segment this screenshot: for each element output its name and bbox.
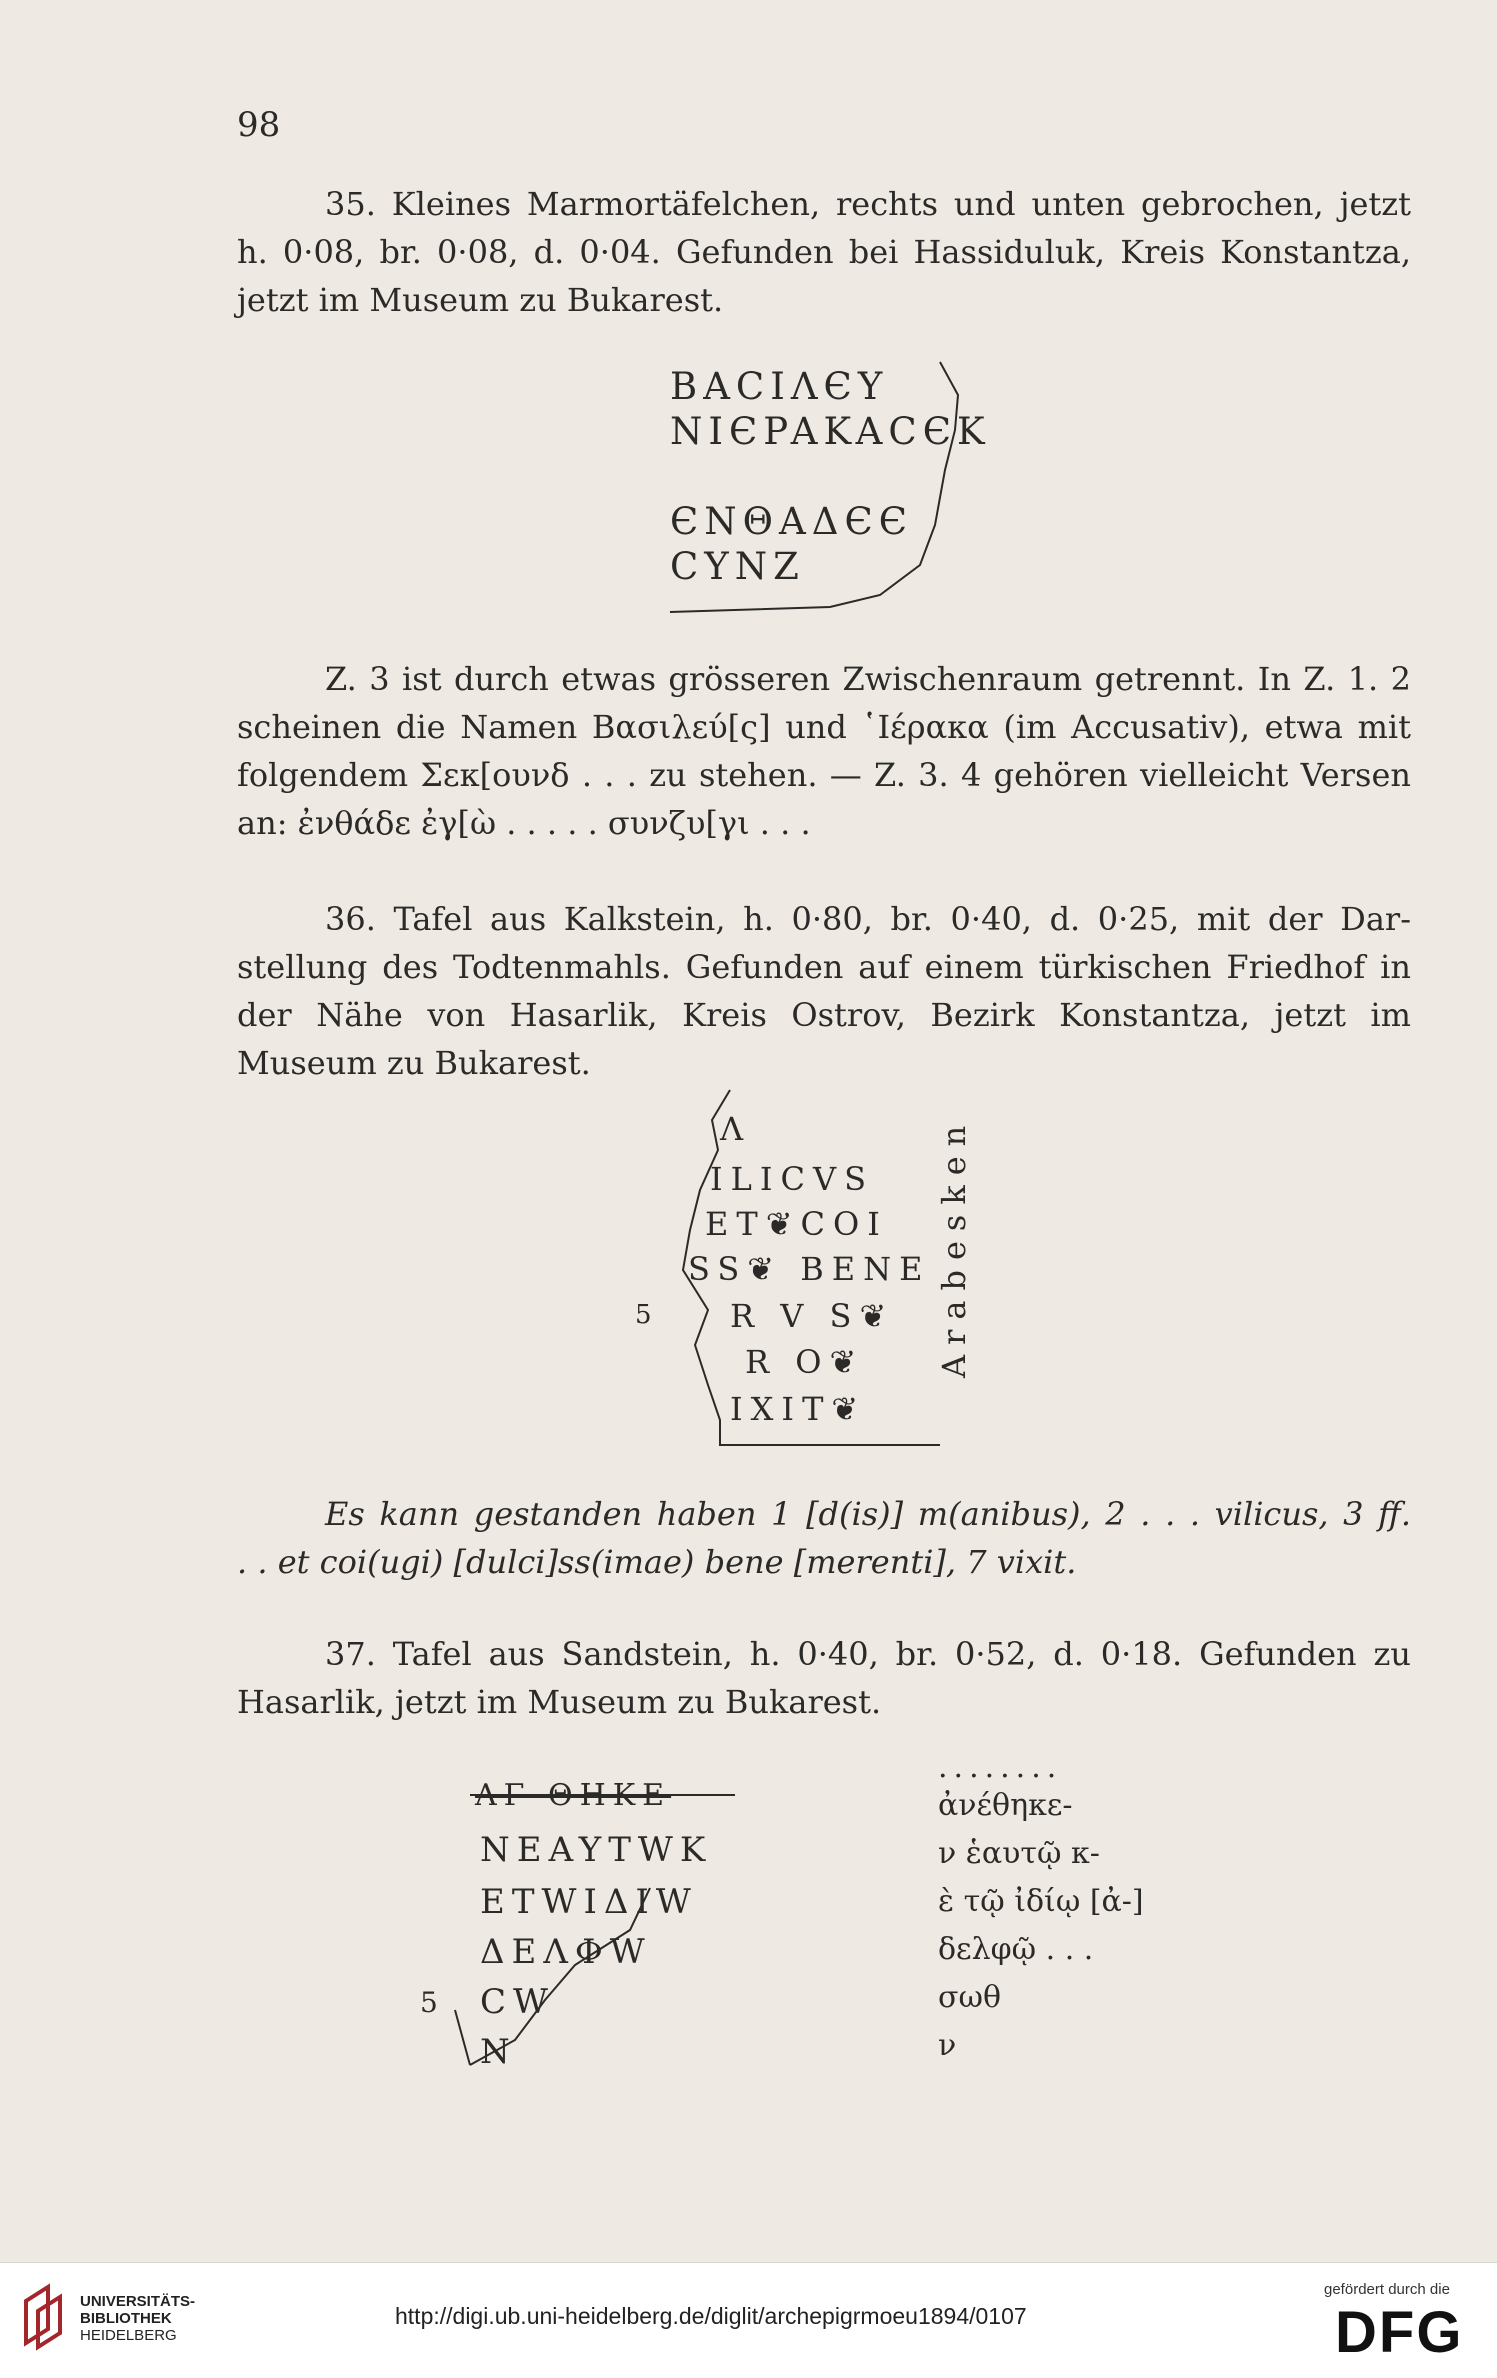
inscription-line: R O❦ xyxy=(745,1343,865,1381)
fracture-line-37 xyxy=(470,1888,650,2065)
inscription-line: Λ xyxy=(720,1110,752,1148)
transcription-line: ν xyxy=(938,2028,957,2063)
inscription-line: CYNZ xyxy=(670,545,805,588)
text-line: Es kann gestanden haben 1 [d(is)] m(anibus), 2 . . . vilicus, 3 ff. xyxy=(325,1495,1411,1533)
library-name: UNIVERSITÄTS- BIBLIOTHEK HEIDELBERG xyxy=(80,2293,196,2344)
inscription-line: IXIT❦ xyxy=(730,1390,867,1428)
inscription-line: ET❦COI xyxy=(705,1205,888,1243)
text-line: 35. Kleines Marmortäfelchen, rechts und unten gebrochen, jetzt xyxy=(325,185,1411,223)
funded-by-text: gefördert durch die xyxy=(1324,2281,1450,2298)
inscription-line: R V S❦ xyxy=(730,1297,895,1335)
text-line: h. 0·08, br. 0·08, d. 0·04. Gefunden bei Hassiduluk, Kreis Konstantza, xyxy=(237,233,1411,271)
source-url-link[interactable]: http://digi.ub.uni-heidelberg.de/diglit/archepigrmoeu1894/0107 xyxy=(395,2303,1027,2329)
text-line: 36. Tafel aus Kalkstein, h. 0·80, br. 0·40, d. 0·25, mit der Dar- xyxy=(325,900,1411,938)
text-line: folgendem Σεκ[ουνδ . . . zu stehen. — Z. 3. 4 gehören vielleicht Versen xyxy=(237,756,1411,794)
line-number: 5 xyxy=(635,1300,652,1330)
text-line: Hasarlik, jetzt im Museum zu Bukarest. xyxy=(237,1683,882,1721)
transcription-line: ν ἑαυτῷ κ- xyxy=(938,1836,1100,1871)
text-line: Museum zu Bukarest. xyxy=(237,1044,591,1082)
inscription-line: N xyxy=(480,2032,517,2072)
inscription-line: ЄNΘAΔЄЄ xyxy=(670,500,914,543)
fracture-line-35 xyxy=(670,362,958,612)
fracture-edge-37 xyxy=(455,2010,470,2065)
inscription-line: BACIΛЄY xyxy=(670,365,889,408)
arabesken-label: Arabesken xyxy=(935,1115,973,1378)
line-number: 5 xyxy=(420,1986,438,2019)
text-line: stellung des Todtenmahls. Gefunden auf einem türkischen Friedhof in xyxy=(237,948,1411,986)
transcription-line: δελφῷ . . . xyxy=(938,1932,1094,1967)
text-line: Z. 3 ist durch etwas grösseren Zwischenraum getrennt. In Z. 1. 2 xyxy=(325,660,1411,698)
footer-bar xyxy=(0,2262,1497,2378)
inscription-line: ΔEΛΦW xyxy=(480,1932,652,1972)
library-logo-icon xyxy=(18,2281,68,2351)
inscription-line: NIЄPAKACЄK xyxy=(670,410,991,453)
inscription-line: ETWIΔIW xyxy=(480,1882,698,1922)
inscription-line: ILICVS xyxy=(710,1160,875,1198)
inscription-line: NEAYTWK xyxy=(480,1830,713,1870)
text-line: an: ἐνθάδε ἐγ[ὼ . . . . . συνζυ[γι . . . xyxy=(237,804,811,842)
fracture-line-36 xyxy=(683,1090,940,1445)
inscription-line: ΛΓ ΘΗΚΕ xyxy=(475,1778,672,1813)
transcription-line: σωθ xyxy=(938,1980,1002,2015)
inscription-line: SS❦ BENE xyxy=(688,1250,931,1288)
dfg-logo: DFG xyxy=(1335,2300,1464,2365)
text-line: jetzt im Museum zu Bukarest. xyxy=(237,281,724,319)
text-line: der Nähe von Hasarlik, Kreis Ostrov, Bezirk Konstantza, jetzt im xyxy=(237,996,1411,1034)
text-line: scheinen die Namen Βασιλεύ[ς] und ῾Ιέρακα (im Accusativ), etwa mit xyxy=(237,708,1411,746)
transcription-line: ἀνέθηκε- xyxy=(938,1788,1073,1823)
text-line: 37. Tafel aus Sandstein, h. 0·40, br. 0·52, d. 0·18. Gefunden zu xyxy=(325,1635,1411,1673)
transcription-line: ........ xyxy=(938,1750,1063,1785)
inscription-line: CW xyxy=(480,1982,555,2022)
text-line: . . et coi(ugi) [dulci]ss(imae) bene [merenti], 7 vixit. xyxy=(237,1543,1077,1581)
transcription-line: ὲ τῷ ἰδίῳ [ἀ-] xyxy=(938,1884,1144,1919)
page-number: 98 xyxy=(237,105,281,145)
